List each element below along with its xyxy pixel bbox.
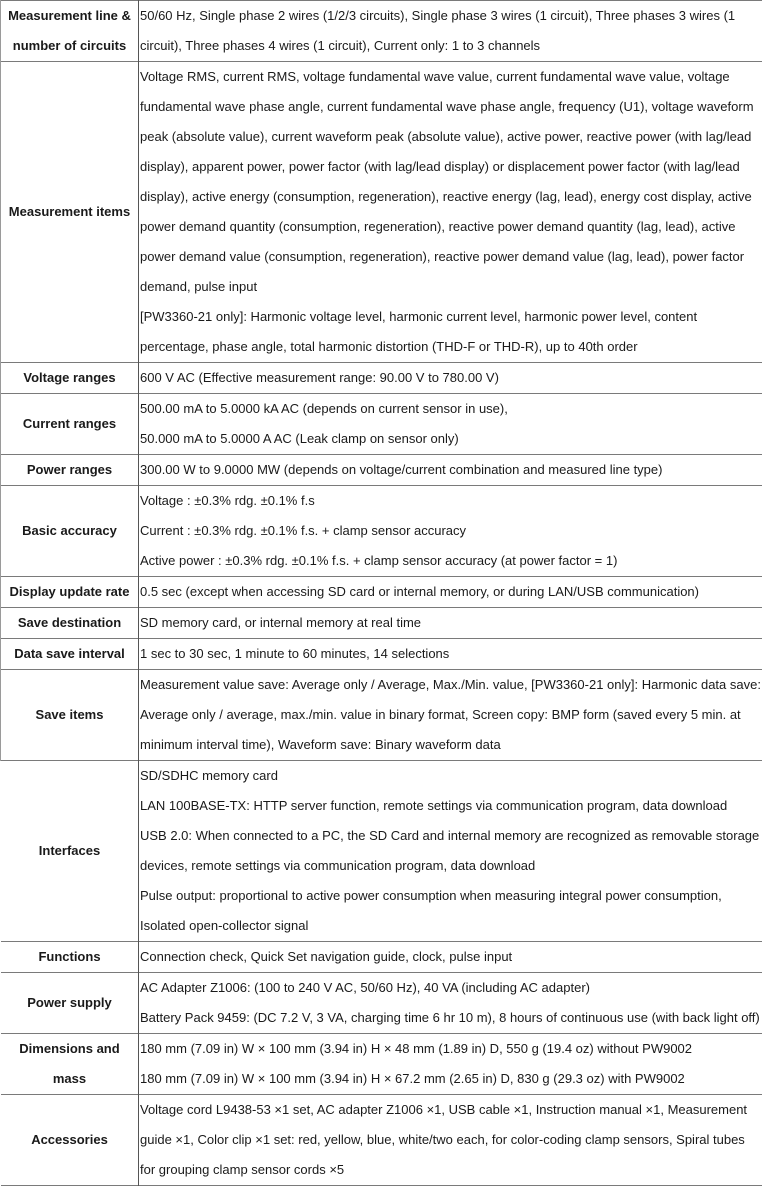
spec-row-basic-accuracy xyxy=(1,486,762,577)
spec-label: Basic accuracy xyxy=(1,486,139,577)
spec-value-line: AC Adapter Z1006: (100 to 240 V AC, 50/60 Hz), 40 VA (including AC adapter) xyxy=(140,980,590,995)
spec-value xyxy=(139,1,762,62)
spec-value-line: LAN 100BASE-TX: HTTP server function, remote settings via communication program, data download xyxy=(140,798,728,813)
spec-value-line: Current : ±0.3% rdg. ±0.1% f.s. + clamp sensor accuracy xyxy=(140,523,467,538)
spec-label: Interfaces xyxy=(1,761,139,942)
spec-value xyxy=(139,639,762,670)
spec-value-line: 600 V AC (Effective measurement range: 90.00 V to 780.00 V) xyxy=(140,370,499,385)
spec-value-line: Pulse output: proportional to active power consumption when measuring integral power consumption, Isolated open-collector signal xyxy=(140,888,722,933)
spec-value-line: Active power : ±0.3% rdg. ±0.1% f.s. + clamp sensor accuracy (at power factor = 1) xyxy=(140,553,618,568)
spec-row-data-save-interval xyxy=(1,639,762,670)
spec-label: Current ranges xyxy=(1,394,139,455)
spec-label: Power supply xyxy=(1,973,139,1034)
spec-row-accessories xyxy=(1,1095,762,1186)
spec-row-save-destination xyxy=(1,608,762,639)
spec-value-line: SD/SDHC memory card xyxy=(140,768,278,783)
spec-value xyxy=(139,455,762,486)
spec-label: Save destination xyxy=(1,608,139,639)
spec-value-line: 50.000 mA to 5.0000 A AC (Leak clamp on sensor only) xyxy=(140,431,459,446)
spec-label: Measurement line & number of circuits xyxy=(1,1,139,62)
spec-value-line: 180 mm (7.09 in) W × 100 mm (3.94 in) H × 67.2 mm (2.65 in) D, 830 g (29.3 oz) with PW9002 xyxy=(140,1071,685,1086)
spec-row-save-items xyxy=(1,670,762,761)
spec-row-current-ranges xyxy=(1,394,762,455)
spec-value xyxy=(139,608,762,639)
spec-value-line: 1 sec to 30 sec, 1 minute to 60 minutes, 14 selections xyxy=(140,646,450,661)
spec-value-line: Connection check, Quick Set navigation guide, clock, pulse input xyxy=(140,949,513,964)
spec-value-line: 500.00 mA to 5.0000 kA AC (depends on current sensor in use), xyxy=(140,401,508,416)
spec-value-line: 0.5 sec (except when accessing SD card or internal memory, or during LAN/USB communication) xyxy=(140,584,699,599)
spec-label: Measurement items xyxy=(1,62,139,363)
spec-value xyxy=(139,670,762,761)
spec-row-functions xyxy=(1,942,762,973)
spec-label: Save items xyxy=(1,670,139,761)
spec-row-voltage-ranges xyxy=(1,363,762,394)
spec-label: Data save interval xyxy=(1,639,139,670)
spec-value xyxy=(139,973,762,1034)
spec-value xyxy=(139,363,762,394)
spec-value-line: 300.00 W to 9.0000 MW (depends on voltage/current combination and measured line type) xyxy=(140,462,663,477)
spec-value xyxy=(139,486,762,577)
spec-row-power-ranges xyxy=(1,455,762,486)
spec-value-line: SD memory card, or internal memory at real time xyxy=(140,615,422,630)
spec-row-dimensions-and-mass xyxy=(1,1034,762,1095)
spec-value xyxy=(139,62,762,363)
spec-label: Display update rate xyxy=(1,577,139,608)
spec-label: Accessories xyxy=(1,1095,139,1186)
spec-row-measurement-items xyxy=(1,62,762,363)
spec-label: Voltage ranges xyxy=(1,363,139,394)
spec-label: Power ranges xyxy=(1,455,139,486)
spec-value-line: Battery Pack 9459: (DC 7.2 V, 3 VA, charging time 6 hr 10 m), 8 hours of continuous use (with back light off) xyxy=(140,1010,760,1025)
spec-row-interfaces xyxy=(1,761,762,942)
spec-value xyxy=(139,1095,762,1186)
spec-value-line: 50/60 Hz, Single phase 2 wires (1/2/3 circuits), Single phase 3 wires (1 circuit), Three phases 3 wires (1 circuit), Three phases 4 wires (1 circuit), Current only: 1 to 3 channels xyxy=(140,8,736,53)
spec-row-measurement-line xyxy=(1,1,762,62)
spec-row-power-supply xyxy=(1,973,762,1034)
spec-label: Functions xyxy=(1,942,139,973)
spec-value xyxy=(139,394,762,455)
spec-value-line: Voltage RMS, current RMS, voltage fundamental wave value, current fundamental wave value, voltage fundamental wave phase angle, current fundamental wave phase angle, frequency (U1), voltage waveform peak (absolute value), current waveform peak (absolute value), active power, reactive power (with lag/lead display), apparent power, power factor (with lag/lead display) or displacement power factor (with lag/lead display), active energy (consumption, regeneration), reactive energy (lag, lead), energy cost display, active power demand quantity (consumption, regeneration), reactive power demand quantity (lag, lead), active power demand value (consumption, regeneration), reactive power demand value (lag, lead), power factor demand, pulse input xyxy=(140,69,754,294)
spec-value-line: 180 mm (7.09 in) W × 100 mm (3.94 in) H × 48 mm (1.89 in) D, 550 g (19.4 oz) without PW9002 xyxy=(140,1041,693,1056)
spec-row-display-update-rate xyxy=(1,577,762,608)
spec-value xyxy=(139,577,762,608)
spec-label: Dimensions and mass xyxy=(1,1034,139,1095)
spec-value-line: [PW3360-21 only]: Harmonic voltage level, harmonic current level, harmonic power level, content percentage, phase angle, total harmonic distortion (THD-F or THD-R), up to 40th order xyxy=(140,309,698,354)
spec-value-line: Voltage cord L9438-53 ×1 set, AC adapter Z1006 ×1, USB cable ×1, Instruction manual ×1, Measurement guide ×1, Color clip ×1 set: red, yellow, blue, white/two each, for color-coding clamp sensors, Spiral tubes for grouping clamp sensor cords ×5 xyxy=(140,1102,748,1177)
spec-value-line: USB 2.0: When connected to a PC, the SD Card and internal memory are recognized as removable storage devices, remote settings via communication program, data download xyxy=(140,828,760,873)
spec-value xyxy=(139,761,762,942)
spec-value-line: Voltage : ±0.3% rdg. ±0.1% f.s xyxy=(140,493,315,508)
spec-value-line: Measurement value save: Average only / Average, Max./Min. value, [PW3360-21 only]: Harmonic data save: Average only / average, max./min. value in binary format, Screen copy: BMP form (saved every 5 min. at minimum interval time), Waveform save: Binary waveform data xyxy=(140,677,761,752)
spec-value xyxy=(139,942,762,973)
spec-value xyxy=(139,1034,762,1095)
